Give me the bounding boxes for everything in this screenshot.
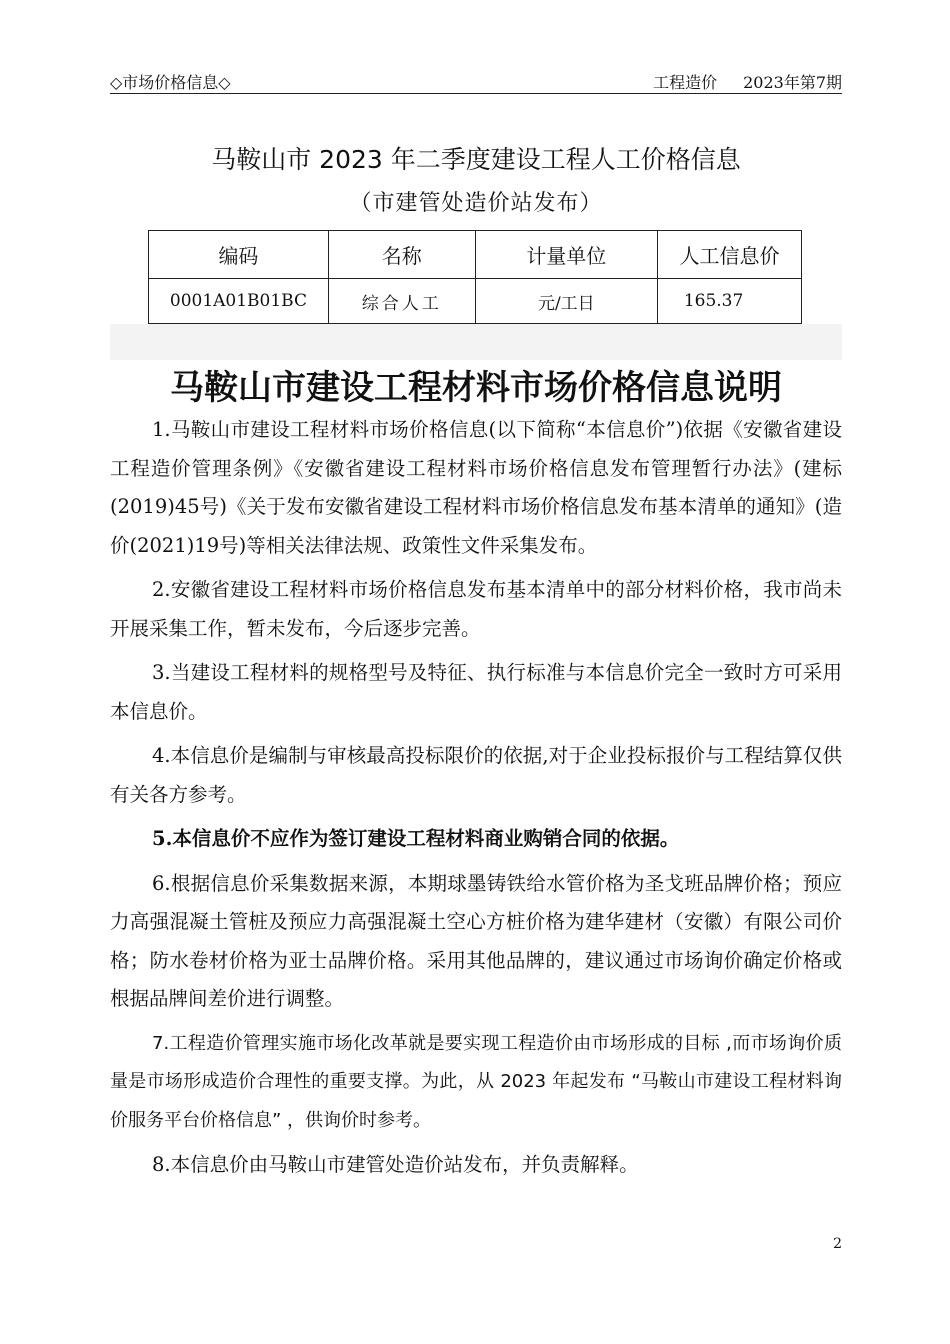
cell-unit: 元/工日 (475, 279, 658, 324)
paragraph-4: 4.本信息价是编制与审核最高投标限价的依据,对于企业投标报价与工程结算仅供有关各方参考。 (110, 744, 842, 806)
paragraph-5-bold-text: 5.本信息价不应作为签订建设工程材料商业购销合同的依据。 (152, 827, 680, 850)
paragraph-6: 6.根据信息价采集数据来源，本期球墨铸铁给水管价格为圣戈班品牌价格；预应力高强混凝土管桩及预应力高强混凝土空心方桩价格为建华建材（安徽）有限公司价格；防水卷材价格为亚士品牌价格。采用其他品牌的，建议通过市场询价确定价格或根据品牌间差价进行调整。 (110, 871, 842, 1010)
page-number: 2 (833, 1236, 842, 1252)
column-header-unit: 计量单位 (475, 231, 658, 279)
table-row (149, 279, 802, 324)
separator-band (110, 324, 842, 360)
column-header-name: 名称 (328, 231, 475, 279)
paragraph-7: 7.工程造价管理实施市场化改革就是要实现工程造价由市场形成的目标 ,而市场询价质量是市场形成造价合理性的重要支撑。为此，从 2023 年起发布 “马鞍山市建设工程材料询价服务平台价格信息” ，供询价时参考。 (110, 1032, 842, 1131)
cell-code: 0001A01B01BC (149, 279, 329, 324)
publisher-subtitle: （市建管处造价站发布） (349, 191, 603, 216)
cell-name: 综合人工 (328, 279, 475, 324)
column-header-code: 编码 (149, 231, 329, 279)
header-publication (653, 70, 842, 93)
header-issue: 2023年第7期 (743, 73, 842, 92)
paragraph-8: 8.本信息价由马鞍山市建管处造价站发布，并负责解释。 (152, 1153, 639, 1176)
cell-price: 165.37 (658, 279, 802, 324)
page-header (110, 66, 842, 94)
column-header-price: 人工信息价 (658, 231, 802, 279)
paragraph-5 (110, 820, 842, 859)
header-journal-name: 工程造价 (653, 73, 718, 92)
header-section-label: ◇市场价格信息◇ (110, 73, 231, 92)
section-title: 马鞍山市建设工程材料市场价格信息说明 (170, 368, 782, 408)
table-header-row (149, 231, 802, 279)
labor-price-table (148, 230, 802, 324)
paragraph-3: 3.当建设工程材料的规格型号及特征、执行标准与本信息价完全一致时方可采用本信息价。 (110, 661, 842, 723)
labor-price-title: 马鞍山市 2023 年二季度建设工程人工价格信息 (211, 145, 741, 174)
explanation-body (110, 411, 842, 1191)
paragraph-1: 1.马鞍山市建设工程材料市场价格信息(以下简称“本信息价”)依据《安徽省建设工程造价管理条例》《安徽省建设工程材料市场价格信息发布管理暂行办法》(建标(2019)45号)《关于发布安徽省建设工程材料市场价格信息发布基本清单的通知》(造价(2021)19号)等相关法律法规、政策性文件采集发布。 (110, 418, 842, 557)
paragraph-2: 2.安徽省建设工程材料市场价格信息发布基本清单中的部分材料价格，我市尚未开展采集工作，暂未发布，今后逐步完善。 (110, 578, 842, 640)
